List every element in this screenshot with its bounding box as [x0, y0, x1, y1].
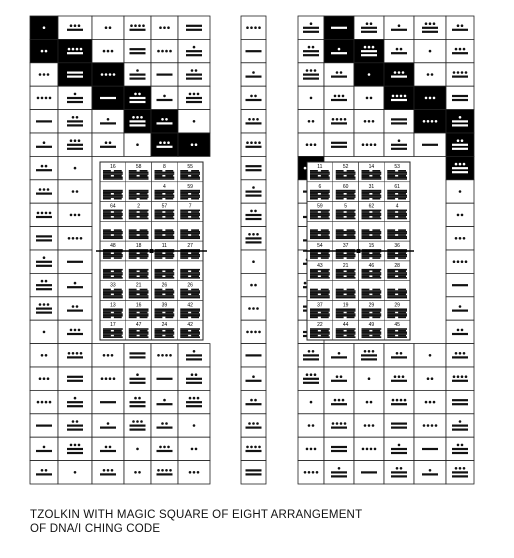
magic-square-right: [303, 162, 414, 340]
tzolkin-cell: [446, 367, 474, 390]
tzolkin-cell: [58, 180, 92, 203]
tzolkin-cell: [324, 344, 354, 367]
tzolkin-cell: [414, 16, 446, 39]
tzolkin-cell: [151, 133, 178, 156]
tzolkin-cell: [241, 133, 266, 156]
tzolkin-cell: [30, 156, 58, 179]
tzolkin-cell: [298, 390, 324, 413]
tzolkin-cell: [446, 390, 474, 413]
hexagram-number: 31: [368, 183, 375, 190]
hexagram-number: 21: [135, 282, 142, 289]
tzolkin-cell: [241, 227, 266, 250]
tzolkin-cell: [324, 390, 354, 413]
tzolkin-cell: [178, 414, 210, 437]
tzolkin-cell: [124, 344, 151, 367]
tzolkin-cell: [446, 203, 474, 226]
tzolkin-cell: [446, 414, 474, 437]
hexagram-number: 59: [317, 203, 323, 210]
hexagram-number: 53: [394, 164, 400, 170]
tzolkin-cell: [178, 437, 210, 460]
tzolkin-cell: [30, 180, 58, 203]
tzolkin-cell: [414, 461, 446, 484]
tzolkin-cell: [151, 63, 178, 86]
tzolkin-cell: [324, 110, 354, 133]
tzolkin-cell: [241, 297, 266, 320]
tzolkin-cell: [58, 16, 92, 39]
tzolkin-cell: [354, 86, 384, 109]
tzolkin-cell: [151, 367, 178, 390]
tzolkin-cell: [178, 86, 210, 109]
tzolkin-cell: [30, 63, 58, 86]
tzolkin-cell: [58, 344, 92, 367]
hexagram-number: 4: [162, 183, 166, 190]
tzolkin-cell: [446, 461, 474, 484]
tzolkin-cell: [446, 297, 474, 320]
tzolkin-cell: [324, 16, 354, 39]
tzolkin-cell: [124, 461, 151, 484]
tzolkin-cell: [384, 110, 414, 133]
hexagram-number: 36: [394, 243, 400, 250]
tzolkin-cell: [354, 367, 384, 390]
tzolkin-cell: [446, 63, 474, 86]
tzolkin-cell: [124, 39, 151, 62]
hexagram-number: 33: [110, 282, 116, 289]
tzolkin-cell: [58, 390, 92, 413]
tzolkin-cell: [384, 133, 414, 156]
tzolkin-cell: [414, 39, 446, 62]
tzolkin-cell: [446, 273, 474, 296]
tzolkin-cell: [58, 203, 92, 226]
tzolkin-cell: [414, 390, 446, 413]
tzolkin-cell: [30, 203, 58, 226]
tzolkin-cell: [354, 390, 384, 413]
hexagram-number: 22: [317, 322, 323, 329]
tzolkin-cell: [92, 63, 124, 86]
hexagram-number: 55: [187, 164, 193, 170]
tzolkin-cell: [58, 461, 92, 484]
hexagram-number: 54: [317, 243, 323, 250]
hexagram-number: 49: [368, 322, 375, 329]
tzolkin-cell: [298, 86, 324, 109]
tzolkin-cell: [58, 39, 92, 62]
tzolkin-cell: [446, 437, 474, 460]
hexagram-number: 46: [368, 262, 375, 269]
hexagram-number: 15: [368, 243, 375, 250]
tzolkin-cell: [151, 39, 178, 62]
tzolkin-cell: [58, 437, 92, 460]
hexagram-number: 42: [187, 322, 193, 329]
hexagram-number: 7: [188, 203, 192, 210]
tzolkin-cell: [446, 320, 474, 343]
tzolkin-cell: [414, 63, 446, 86]
tzolkin-cell: [354, 461, 384, 484]
tzolkin-cell: [324, 63, 354, 86]
tzolkin-cell: [354, 39, 384, 62]
tzolkin-cell: [241, 367, 266, 390]
tzolkin-cell: [324, 133, 354, 156]
hexagram-number: 60: [342, 183, 349, 190]
tzolkin-cell: [241, 273, 266, 296]
tzolkin-cell: [124, 133, 151, 156]
tzolkin-cell: [298, 414, 324, 437]
tzolkin-cell: [58, 133, 92, 156]
hexagram-number: 39: [161, 302, 168, 309]
tzolkin-cell: [324, 367, 354, 390]
tzolkin-cell: [124, 367, 151, 390]
hexagram-number: 4: [395, 203, 399, 210]
tzolkin-cell: [30, 414, 58, 437]
tzolkin-cell: [151, 437, 178, 460]
tzolkin-cell: [178, 63, 210, 86]
hexagram-number: 52: [342, 164, 349, 170]
hexagram-number: 16: [135, 302, 142, 309]
tzolkin-cell: [92, 344, 124, 367]
hexagram-number: 37: [317, 302, 323, 309]
hexagram-number: 13: [110, 302, 116, 309]
tzolkin-cell: [324, 414, 354, 437]
hexagram-number: 26: [161, 282, 168, 289]
hexagram-number: 11: [317, 164, 323, 170]
tzolkin-cell: [92, 390, 124, 413]
figure-caption-line-2: OF DNA/I CHING CODE: [30, 523, 161, 535]
tzolkin-cell: [58, 297, 92, 320]
tzolkin-cell: [298, 133, 324, 156]
hexagram-number: 6: [318, 183, 322, 190]
tzolkin-cell: [92, 414, 124, 437]
tzolkin-cell: [446, 227, 474, 250]
tzolkin-cell: [30, 297, 58, 320]
tzolkin-cell: [241, 320, 266, 343]
tzolkin-cell: [414, 437, 446, 460]
tzolkin-cell: [58, 367, 92, 390]
tzolkin-cell: [298, 344, 324, 367]
tzolkin-cell: [178, 39, 210, 62]
tzolkin-cell: [414, 110, 446, 133]
tzolkin-cell: [354, 110, 384, 133]
hexagram-number: 29: [394, 302, 400, 309]
tzolkin-cell: [446, 156, 474, 179]
tzolkin-cell: [151, 461, 178, 484]
tzolkin-cell: [30, 437, 58, 460]
tzolkin-cell: [92, 133, 124, 156]
tzolkin-cell: [384, 63, 414, 86]
magic-square-left: [96, 162, 207, 340]
figure-caption-line-1: TZOLKIN WITH MAGIC SQUARE OF EIGHT ARRANGEMENT: [30, 509, 363, 521]
tzolkin-cell: [446, 250, 474, 273]
tzolkin-cell: [58, 110, 92, 133]
tzolkin-cell: [30, 133, 58, 156]
tzolkin-cell: [384, 367, 414, 390]
tzolkin-cell: [446, 39, 474, 62]
hexagram-number: 14: [368, 164, 375, 170]
tzolkin-cell: [58, 273, 92, 296]
tzolkin-cell: [30, 320, 58, 343]
hexagram-number: 42: [187, 302, 193, 309]
tzolkin-cell: [384, 437, 414, 460]
tzolkin-cell: [124, 16, 151, 39]
tzolkin-cell: [446, 344, 474, 367]
tzolkin-cell: [354, 344, 384, 367]
tzolkin-cell: [241, 461, 266, 484]
hexagram-number: 18: [135, 243, 142, 250]
tzolkin-cell: [92, 16, 124, 39]
tzolkin-cell: [178, 16, 210, 39]
tzolkin-cell: [151, 344, 178, 367]
tzolkin-cell: [241, 390, 266, 413]
tzolkin-cell: [241, 203, 266, 226]
hexagram-number: 16: [110, 164, 116, 170]
tzolkin-cell: [354, 414, 384, 437]
tzolkin-cell: [151, 86, 178, 109]
hexagram-number: 17: [110, 322, 116, 329]
tzolkin-cell: [446, 16, 474, 39]
tzolkin-cell: [241, 16, 266, 39]
hexagram-number: 61: [394, 183, 400, 190]
tzolkin-cell: [384, 414, 414, 437]
tzolkin-cell: [298, 437, 324, 460]
hexagram-number: 57: [161, 203, 168, 210]
tzolkin-cell: [124, 110, 151, 133]
tzolkin-cell: [241, 250, 266, 273]
tzolkin-cell: [384, 461, 414, 484]
tzolkin-cell: [324, 39, 354, 62]
tzolkin-cell: [58, 227, 92, 250]
tzolkin-cell: [58, 414, 92, 437]
tzolkin-cell: [124, 414, 151, 437]
tzolkin-cell: [298, 461, 324, 484]
tzolkin-cell: [92, 86, 124, 109]
tzolkin-cell: [446, 180, 474, 203]
tzolkin-cell: [354, 437, 384, 460]
tzolkin-cell: [30, 273, 58, 296]
tzolkin-cell: [30, 16, 58, 39]
tzolkin-cell: [241, 180, 266, 203]
hexagram-number: 21: [342, 262, 349, 269]
tzolkin-cell: [30, 39, 58, 62]
tzolkin-cell: [446, 86, 474, 109]
tzolkin-cell: [298, 16, 324, 39]
tzolkin-cell: [124, 63, 151, 86]
tzolkin-cell: [30, 390, 58, 413]
tzolkin-cell: [124, 390, 151, 413]
tzolkin-cell: [92, 367, 124, 390]
tzolkin-cell: [124, 437, 151, 460]
tzolkin-cell: [354, 16, 384, 39]
tzolkin-cell: [92, 110, 124, 133]
tzolkin-cell: [178, 367, 210, 390]
tzolkin-cell: [384, 390, 414, 413]
tzolkin-cell: [30, 227, 58, 250]
tzolkin-cell: [298, 110, 324, 133]
tzolkin-cell: [298, 367, 324, 390]
hexagram-number: 5: [344, 203, 348, 210]
tzolkin-cell: [241, 437, 266, 460]
tzolkin-cell: [446, 133, 474, 156]
hexagram-number: 2: [137, 203, 141, 210]
tzolkin-cell: [384, 39, 414, 62]
tzolkin-cell: [414, 414, 446, 437]
hexagram-number: 26: [187, 282, 193, 289]
tzolkin-cell: [124, 86, 151, 109]
tzolkin-cell: [92, 461, 124, 484]
tzolkin-cell: [30, 250, 58, 273]
tzolkin-cell: [384, 16, 414, 39]
hexagram-number: 27: [187, 243, 193, 250]
tzolkin-cell: [178, 133, 210, 156]
tzolkin-cell: [241, 156, 266, 179]
tzolkin-cell: [298, 39, 324, 62]
hexagram-number: 58: [135, 164, 142, 170]
hexagram-number: 64: [110, 203, 116, 210]
tzolkin-cell: [384, 86, 414, 109]
tzolkin-cell: [92, 437, 124, 460]
hexagram-number: 28: [394, 262, 400, 269]
tzolkin-cell: [324, 461, 354, 484]
tzolkin-cell: [241, 110, 266, 133]
tzolkin-cell: [414, 86, 446, 109]
tzolkin-cell: [30, 86, 58, 109]
tzolkin-cell: [414, 344, 446, 367]
hexagram-number: 37: [342, 243, 349, 250]
tzolkin-cell: [58, 86, 92, 109]
tzolkin-cell: [151, 414, 178, 437]
tzolkin-cell: [414, 367, 446, 390]
hexagram-number: 19: [342, 302, 349, 309]
tzolkin-cell: [92, 39, 124, 62]
hexagram-number: 48: [110, 243, 116, 250]
tzolkin-cell: [384, 344, 414, 367]
hexagram-number: 8: [162, 164, 166, 170]
hexagram-number: 29: [368, 302, 375, 309]
tzolkin-cell: [178, 390, 210, 413]
tzolkin-cell: [446, 110, 474, 133]
tzolkin-cell: [414, 133, 446, 156]
tzolkin-cell: [30, 367, 58, 390]
hexagram-number: 11: [161, 243, 167, 250]
tzolkin-cell: [151, 390, 178, 413]
hexagram-number: 47: [135, 322, 142, 329]
hexagram-number: 62: [368, 203, 375, 210]
tzolkin-cell: [178, 110, 210, 133]
hexagram-number: 45: [394, 322, 400, 329]
tzolkin-cell: [241, 39, 266, 62]
tzolkin-cell: [58, 63, 92, 86]
hexagram-number: 43: [317, 262, 323, 269]
tzolkin-cell: [151, 16, 178, 39]
tzolkin-cell: [354, 133, 384, 156]
tzolkin-cell: [178, 344, 210, 367]
tzolkin-cell: [151, 110, 178, 133]
tzolkin-cell: [58, 156, 92, 179]
tzolkin-cell: [298, 63, 324, 86]
tzolkin-cell: [58, 320, 92, 343]
tzolkin-cell: [241, 86, 266, 109]
hexagram-number: 24: [161, 322, 168, 329]
tzolkin-cell: [30, 344, 58, 367]
hexagram-number: 59: [187, 183, 193, 190]
tzolkin-cell: [30, 461, 58, 484]
tzolkin-cell: [324, 86, 354, 109]
hexagram-number: 44: [342, 322, 349, 329]
tzolkin-cell: [241, 63, 266, 86]
tzolkin-cell: [241, 414, 266, 437]
tzolkin-cell: [354, 63, 384, 86]
tzolkin-cell: [178, 461, 210, 484]
tzolkin-cell: [241, 344, 266, 367]
tzolkin-cell: [324, 437, 354, 460]
tzolkin-cell: [58, 250, 92, 273]
tzolkin-cell: [30, 110, 58, 133]
